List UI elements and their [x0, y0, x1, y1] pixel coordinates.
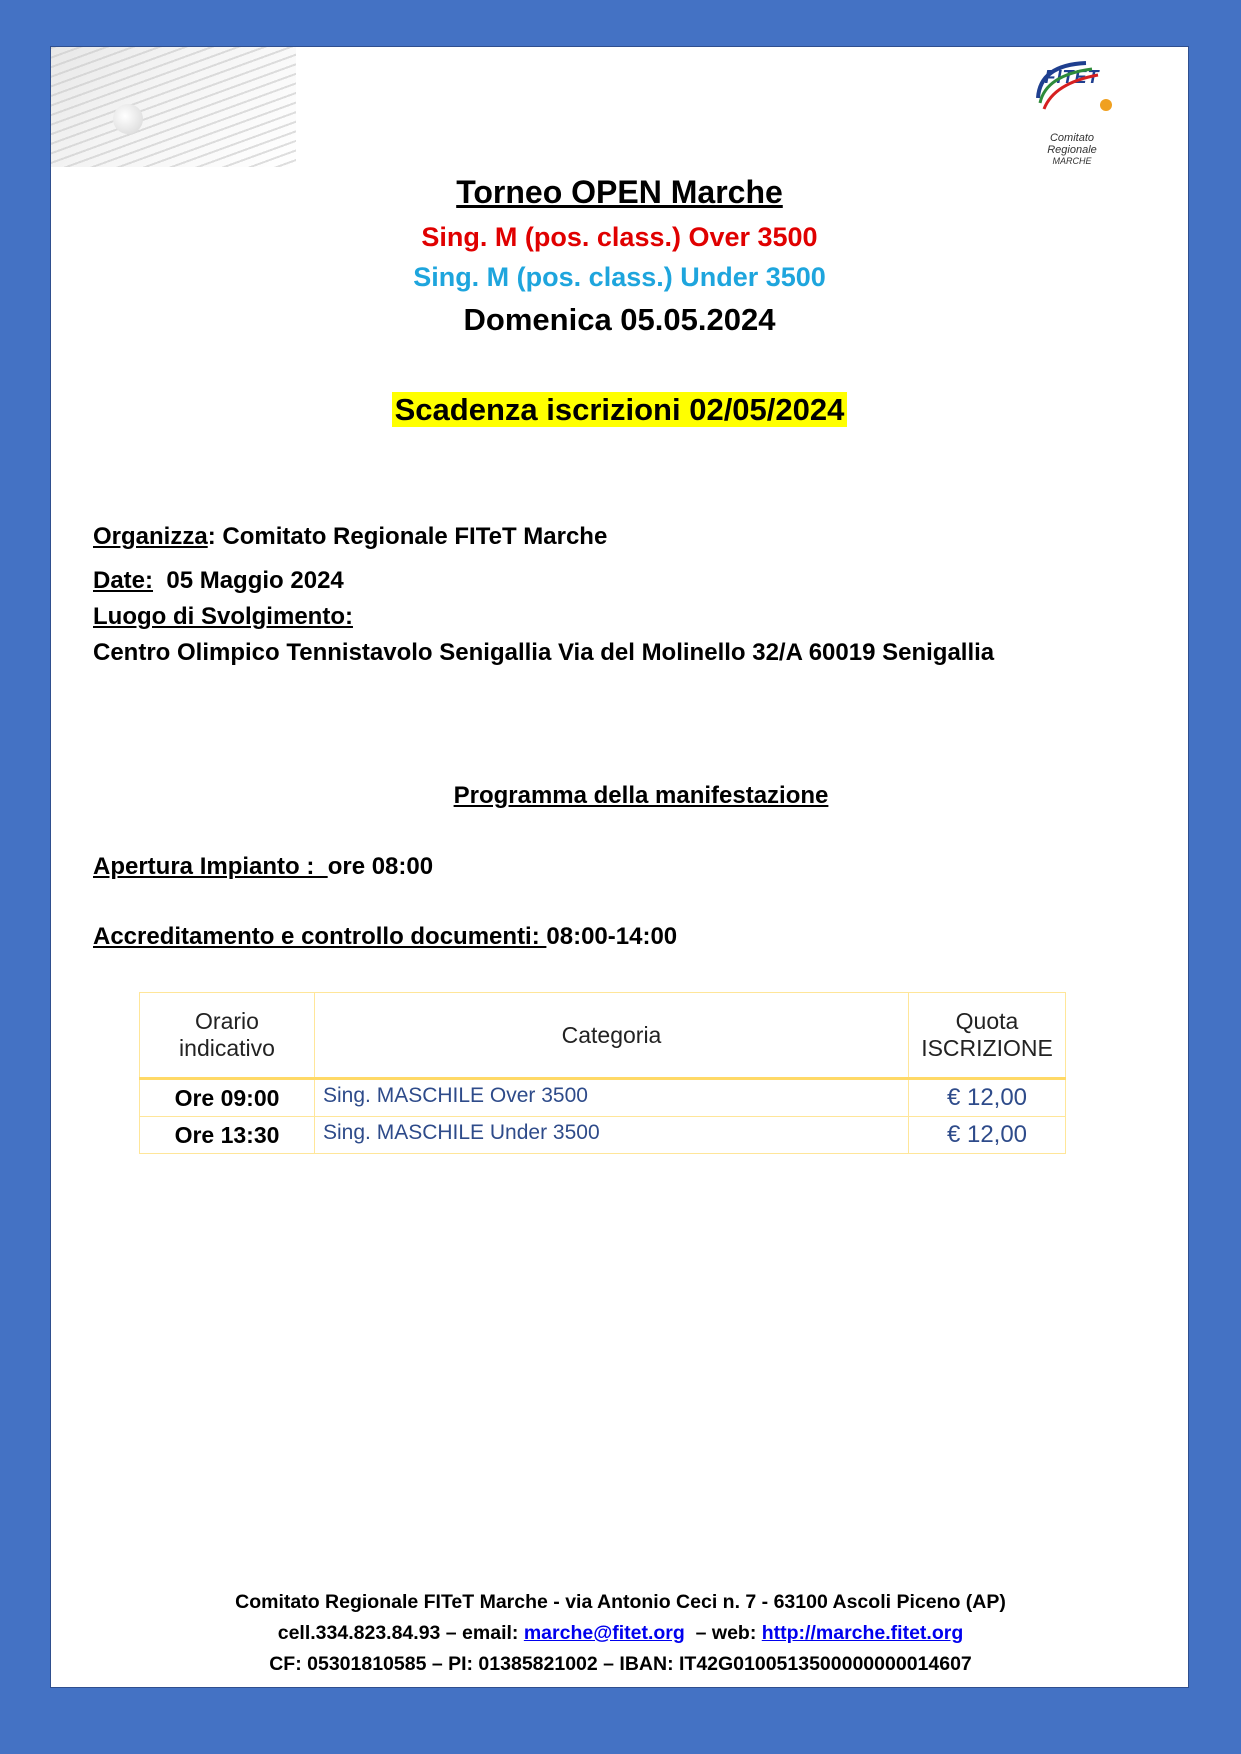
header-fee — [909, 993, 1066, 1079]
row-category: Sing. MASCHILE Over 3500 — [315, 1079, 909, 1117]
footer-address: Comitato Regionale FITeT Marche - via Antonio Ceci n. 7 - 63100 Ascoli Piceno (AP) — [235, 1591, 1006, 1613]
header-fee-line1: Quota — [955, 1008, 1019, 1034]
organizer-line — [93, 523, 607, 551]
accreditation-line — [93, 923, 677, 951]
document-page — [50, 46, 1189, 1688]
organizer-label: Organizza — [93, 523, 208, 550]
schedule-table — [139, 992, 1066, 1154]
category-over: Sing. M (pos. class.) Over 3500 — [421, 222, 818, 252]
footer-contacts — [51, 1622, 1190, 1645]
table-row — [140, 1117, 1066, 1154]
header-fee-line2: ISCRIZIONE — [921, 1035, 1053, 1061]
opening-line — [93, 853, 433, 881]
registration-deadline — [51, 392, 1188, 428]
accreditation-value: 08:00-14:00 — [546, 923, 678, 950]
header-category: Categoria — [315, 993, 909, 1079]
venue-label-line — [93, 603, 353, 631]
logo-region: MARCHE — [1052, 156, 1092, 166]
deadline-text: Scadenza iscrizioni 02/05/2024 — [392, 392, 848, 427]
accreditation-label: Accreditamento e controllo documenti: — [93, 923, 547, 950]
table-header-row — [140, 993, 1066, 1079]
header-time — [140, 993, 315, 1079]
opening-label: Apertura Impianto : — [93, 853, 328, 880]
date-label: Date: — [93, 567, 154, 594]
venue-label: Luogo di Svolgimento: — [93, 603, 353, 630]
website-link[interactable]: http://marche.fitet.org — [761, 1622, 964, 1644]
organizer-value: : Comitato Regionale FITeT Marche — [207, 523, 608, 550]
header-time-line2: indicativo — [179, 1035, 275, 1061]
fitet-logo — [1026, 53, 1118, 166]
ball-icon — [113, 104, 143, 134]
footer-phone: cell.334.823.84.93 – email: — [277, 1622, 524, 1644]
venue-value: Centro Olimpico Tennistavolo Senigallia Via del Molinello 32/A 60019 Senigallia — [93, 639, 995, 666]
program-title: Programma della manifestazione — [453, 782, 829, 809]
date-line — [93, 567, 344, 595]
page-title: Torneo OPEN Marche — [456, 174, 783, 210]
header-time-line1: Orario — [195, 1008, 259, 1034]
row-category: Sing. MASCHILE Under 3500 — [315, 1117, 909, 1154]
footer-web-label: – web: — [684, 1622, 762, 1644]
table-tennis-image — [51, 47, 296, 167]
row-fee: € 12,00 — [909, 1117, 1066, 1154]
row-fee: € 12,00 — [909, 1079, 1066, 1117]
event-date: Domenica 05.05.2024 — [463, 302, 776, 337]
category-under: Sing. M (pos. class.) Under 3500 — [413, 262, 826, 292]
logo-swoosh-icon — [1026, 53, 1118, 123]
net-pattern — [51, 47, 296, 167]
date-value: 05 Maggio 2024 — [153, 567, 344, 594]
opening-value: ore 08:00 — [327, 853, 434, 880]
table-row — [140, 1079, 1066, 1117]
row-time: Ore 13:30 — [140, 1117, 315, 1154]
email-link[interactable]: marche@fitet.org — [523, 1622, 685, 1644]
row-time: Ore 09:00 — [140, 1079, 315, 1117]
logo-committee: Comitato Regionale — [1047, 132, 1097, 156]
footer-fiscal: CF: 05301810585 – PI: 01385821002 – IBAN: IT42G0100513500000000014607 — [269, 1653, 972, 1675]
logo-brand: FITET — [1044, 67, 1100, 87]
